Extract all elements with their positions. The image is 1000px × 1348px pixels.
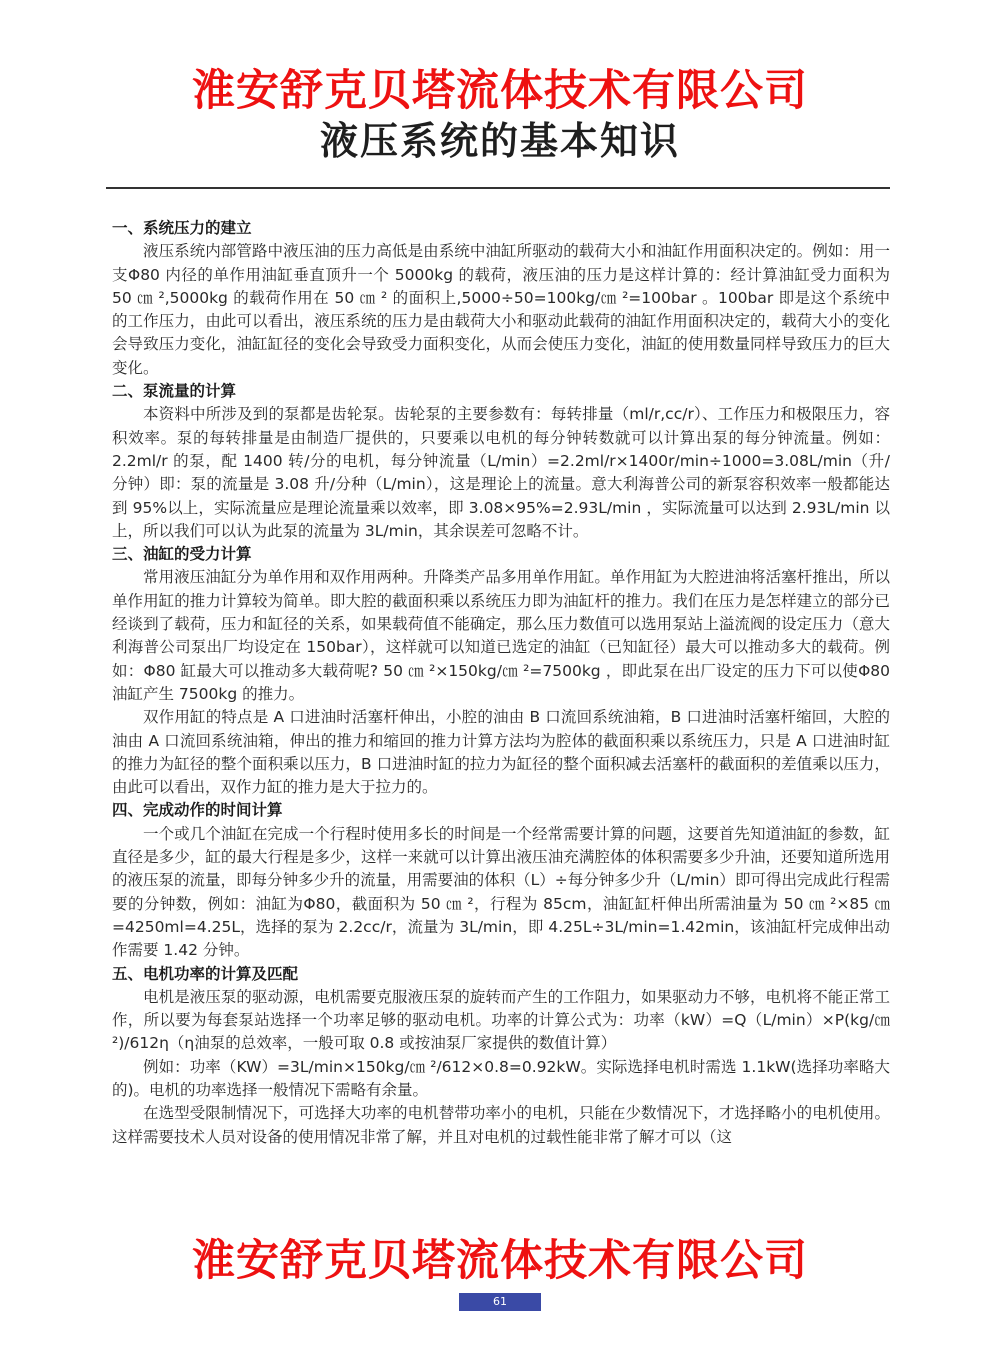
section-heading: 四、完成动作的时间计算 (112, 801, 283, 820)
page-number-tab: 61 (459, 1293, 541, 1311)
section-paragraph: 一个或几个油缸在完成一个行程时使用多长的时间是一个经常需要计算的问题，这要首先知道油缸的参数，缸直径是多少，缸的最大行程是多少，这样一来就可以计算出液压油充满腔体的体积需要多少升油，还要知道所选用的液压泵的流量，即每分钟多少升的流量，用需要油的体积（L）÷每分钟多少升（L/min）即可得出完成此行程需要的分钟数，例如：油缸为Φ80，截面积为 50 ㎝ ²，行程为 85cm，油缸缸杆伸出所需油量为 50 ㎝ ²×85 ㎝=4250ml=4.25L，选择的泵为 2.2cc/r，流量为 3L/min，即 4.25L÷3L/min=1.42min，该油缸杆完成伸出动作需要 1.42 分钟。 (112, 824, 890, 960)
section-paragraph: 在选型受限制情况下，可选择大功率的电机替带功率小的电机，只能在少数情况下，才选择略小的电机使用。这样需要技术人员对设备的使用情况非常了解，并且对电机的过载性能非常了解才可以（这 (112, 1104, 890, 1146)
page-title: 液压系统的基本知识 (319, 119, 680, 163)
company-banner-bottom: 淮安舒克贝塔流体技术有限公司 (192, 1236, 808, 1286)
section-motor-power (112, 963, 890, 1149)
section-paragraph: 例如：功率（KW）=3L/min×150kg/㎝ ²/612×0.8=0.92kW。实际选择电机时需选 1.1kW(选择功率略大的)。电机的功率选择一般情况下需略有余量。 (112, 1057, 890, 1099)
section-heading: 三、油缸的受力计算 (112, 545, 252, 564)
section-heading: 五、电机功率的计算及匹配 (112, 964, 299, 983)
section-action-time (112, 799, 890, 962)
section-heading: 二、泵流量的计算 (112, 382, 237, 401)
company-banner-top: 淮安舒克贝塔流体技术有限公司 (192, 66, 808, 116)
article-body (112, 217, 890, 1149)
title-divider (106, 187, 890, 189)
section-paragraph: 双作用缸的特点是 A 口进油时活塞杆伸出，小腔的油由 B 口流回系统油箱，B 口进油时活塞杆缩回，大腔的油由 A 口流回系统油箱，伸出的推力和缩回的推力计算方法均为腔体的截面积乘以系统压力，只是 A 口进油时缸的推力为缸径的整个面积乘以压力，B 口进油时缸的拉力为缸径的整个面积减去活塞杆的截面积的差值乘以压力，由此可以看出，双作力缸的推力是大于拉力的。 (112, 708, 890, 797)
section-paragraph: 电机是液压泵的驱动源，电机需要克服液压泵的旋转而产生的工作阻力，如果驱动力不够，电机将不能正常工作，所以要为每套泵站选择一个功率足够的驱动电机。功率的计算公式为：功率（kW）=Q（L/min）×P(kg/㎝ ²)/612η（η油泵的总效率，一般可取 0.8 或按油泵厂家提供的数值计算） (112, 987, 890, 1053)
section-cylinder-force (112, 543, 890, 799)
section-heading: 一、系统压力的建立 (112, 219, 252, 237)
section-pump-flow (112, 380, 890, 543)
section-paragraph: 常用液压油缸分为单作用和双作用两种。升降类产品多用单作用缸。单作用缸为大腔进油将活塞杆推出，所以单作用缸的推力计算较为简单。即大腔的截面积乘以系统压力即为油缸杆的推力。我们在压力是怎样建立的部分已经谈到了载荷，压力和缸径的关系，如果载荷值不能确定，那么压力数值可以选用泵站上溢流阀的设定压力（意大利海普公司泵出厂均设定在 150bar），这样就可以知道已选定的油缸（已知缸径）最大可以推动多大的载荷。例如：Φ80 缸最大可以推动多大载荷呢? 50 ㎝ ²×150kg/㎝ ²=7500kg ，即此泵在出厂设定的压力下可以使Φ80 油缸产生 7500kg 的推力。 (112, 568, 890, 703)
section-paragraph: 本资料中所涉及到的泵都是齿轮泵。齿轮泵的主要参数有：每转排量（ml/r,cc/r）、工作压力和极限压力，容积效率。泵的每转排量是由制造厂提供的，只要乘以电机的每分钟转数就可以计算出泵的每分钟流量。例如：2.2ml/r 的泵，配 1400 转/分的电机，每分钟流量（L/min）=2.2ml/r×1400r/min÷1000=3.08L/min（升/分钟）即：泵的流量是 3.08 升/分种（L/min），这是理论上的流量。意大利海普公司的新泵容积效率一般都能达到 95%以上，实际流量应是理论流量乘以效率，即 3.08×95%=2.93L/min ，实际流量可以达到 2.93L/min 以上，所以我们可以认为此泵的流量为 3L/min，其余误差可忽略不计。 (112, 405, 890, 540)
section-paragraph: 液压系统内部管路中液压油的压力高低是由系统中油缸所驱动的载荷大小和油缸作用面积决定的。例如：用一支Φ80 内径的单作用油缸垂直顶升一个 5000kg 的载荷，液压油的压力是这样计算的：经计算油缸受力面积为 50 ㎝ ²,5000kg 的载荷作用在 50 ㎝ ² 的面积上,5000÷50=100kg/㎝ ²=100bar 。100bar 即是这个系统中的工作压力，由此可以看出，液压系统的压力是由载荷大小和驱动此载荷的油缸作用面积决定的，载荷大小的变化会导致压力变化，油缸缸径的变化会导致受力面积变化，从而会使压力变化，油缸的使用数量同样导致压力的巨大变化。 (112, 242, 890, 377)
section-system-pressure (112, 217, 890, 380)
